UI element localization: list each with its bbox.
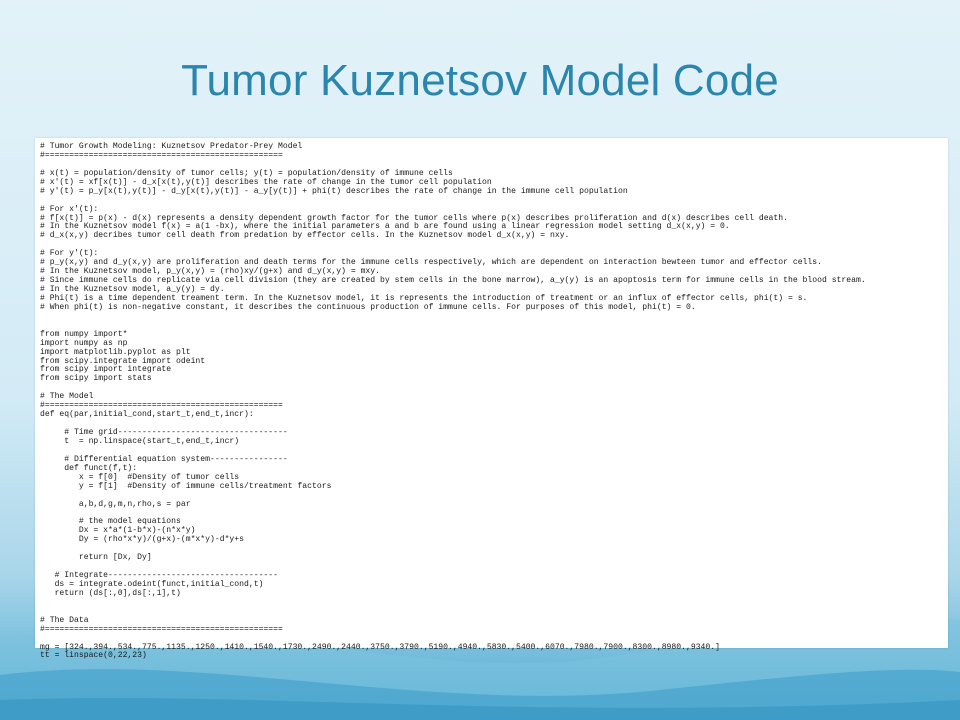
code-line: # In the Kuznetsov model f(x) = a(1 -bx), where the initial parameters a and b are found using a linear regression model setting d_x(x,y) = 0. [40,222,730,232]
code-line: #================================================= [40,624,283,634]
code-line: # x(t) = population/density of tumor cells; y(t) = population/density of immune cells [40,168,453,178]
code-line: # Differential equation system---------------- [40,454,288,464]
code-line [40,608,948,617]
slide-title: Tumor Kuznetsov Model Code [181,56,779,105]
code-line [40,322,948,331]
code-line: # For x'(t): [40,204,99,214]
code-line: # the model equations [40,517,181,527]
code-line: return [Dx, Dy] [40,553,152,563]
code-line: tt = linspace(0,22,23) [40,651,147,661]
code-screenshot-panel [35,138,948,661]
code-line: # When phi(t) is non-negative constant, it describes the continuous production of immune cells. For purposes of this model, phi(t) = 0. [40,302,696,312]
code-line: # y'(t) = p_y[x(t),y(t)] - d_y[x(t),y(t)] - a_y[y(t)] + phi(t) describes the rate of change in the immune cell population [40,186,628,196]
code-line [40,197,948,206]
code-listing [35,138,948,661]
code-line: # The Model [40,392,94,402]
code-line: # In the Kuznetsov model, p_y(x,y) = (rho)xy/(g+x) and d_y(x,y) = mxy. [40,267,380,277]
code-line: import matplotlib.pyplot as plt [40,347,191,357]
code-line [40,384,948,393]
code-line: # d_x(x,y) decribes tumor cell death from predation by effector cells. In the Kuznetsov model d_x(x,y) = nxy. [40,231,570,241]
code-line [40,313,948,322]
code-line [40,241,948,250]
code-line [40,599,948,608]
code-line: t = np.linspace(start_t,end_t,incr) [40,436,240,446]
code-line: y = f[1] #Density of immune cells/treatment factors [40,481,332,491]
code-line: # Phi(t) is a time dependent treament term. In the Kuznetsov model, it is represents the introduction of treatment or an influx of effector cells, phi(t) = s. [40,293,808,303]
code-line: # Since immune cells do replicate via cell division (they are created by stem cells in the bone marrow), a_y(y) is an apoptosis term for immune cells in the blood stream. [40,276,866,286]
code-line: def funct(f,t): [40,463,138,473]
code-line: from numpy import* [40,329,128,339]
code-line: a,b,d,g,m,n,rho,s = par [40,499,191,509]
code-line: return (ds[:,0],ds[:,1],t) [40,588,181,598]
code-line: # f[x(t)] = p(x) - d(x) represents a density dependent growth factor for the tumor cells where p(x) describes proliferation and d(x) describes cell death. [40,213,788,223]
code-line: x = f[0] #Density of tumor cells [40,472,240,482]
code-line: def eq(par,initial_cond,start_t,end_t,incr): [40,410,254,420]
code-line: # In the Kuznetsov model, a_y(y) = dy. [40,285,225,294]
code-line: # p_y(x,y) and d_y(x,y) are proliferation and death terms for the immune cells respectively, which are dependent on interaction bewteen tumor and effector cells. [40,258,822,268]
code-line: # For y'(t): [40,249,99,259]
code-line: mg = [324.,394.,534.,775.,1135.,1250.,1410.,1540.,1730.,2490.,2440.,3750.,3790.,5190.,4940.,5830.,5400.,6070.,7980.,7900.,8300.,8980.,9340.] [40,642,720,652]
code-line: # Time grid----------------------------------- [40,428,288,437]
code-line: # x'(t) = xf[x(t)] - d_x[x(t),y(t)] describes the rate of change in the tumor cell population [40,177,492,187]
code-line: import numpy as np [40,338,128,348]
code-line: from scipy.integrate import odeint [40,356,206,366]
code-line: # Integrate----------------------------------- [40,571,278,580]
code-line [40,545,948,554]
code-line: #================================================= [40,150,283,160]
code-line: ds = integrate.odeint(funct,initial_cond,t) [40,579,264,589]
code-line: from scipy import stats [40,374,152,384]
code-line: # The Data [40,615,89,625]
code-line: from scipy import integrate [40,365,172,375]
code-line: Dy = (rho*x*y)/(g+x)-(m*x*y)-d*y+s [40,535,244,545]
code-line: #================================================= [40,401,283,411]
code-line: Dx = x*a*(1-b*x)-(n*x*y) [40,526,196,536]
code-line: # Tumor Growth Modeling: Kuznetsov Predator-Prey Model [40,142,303,151]
